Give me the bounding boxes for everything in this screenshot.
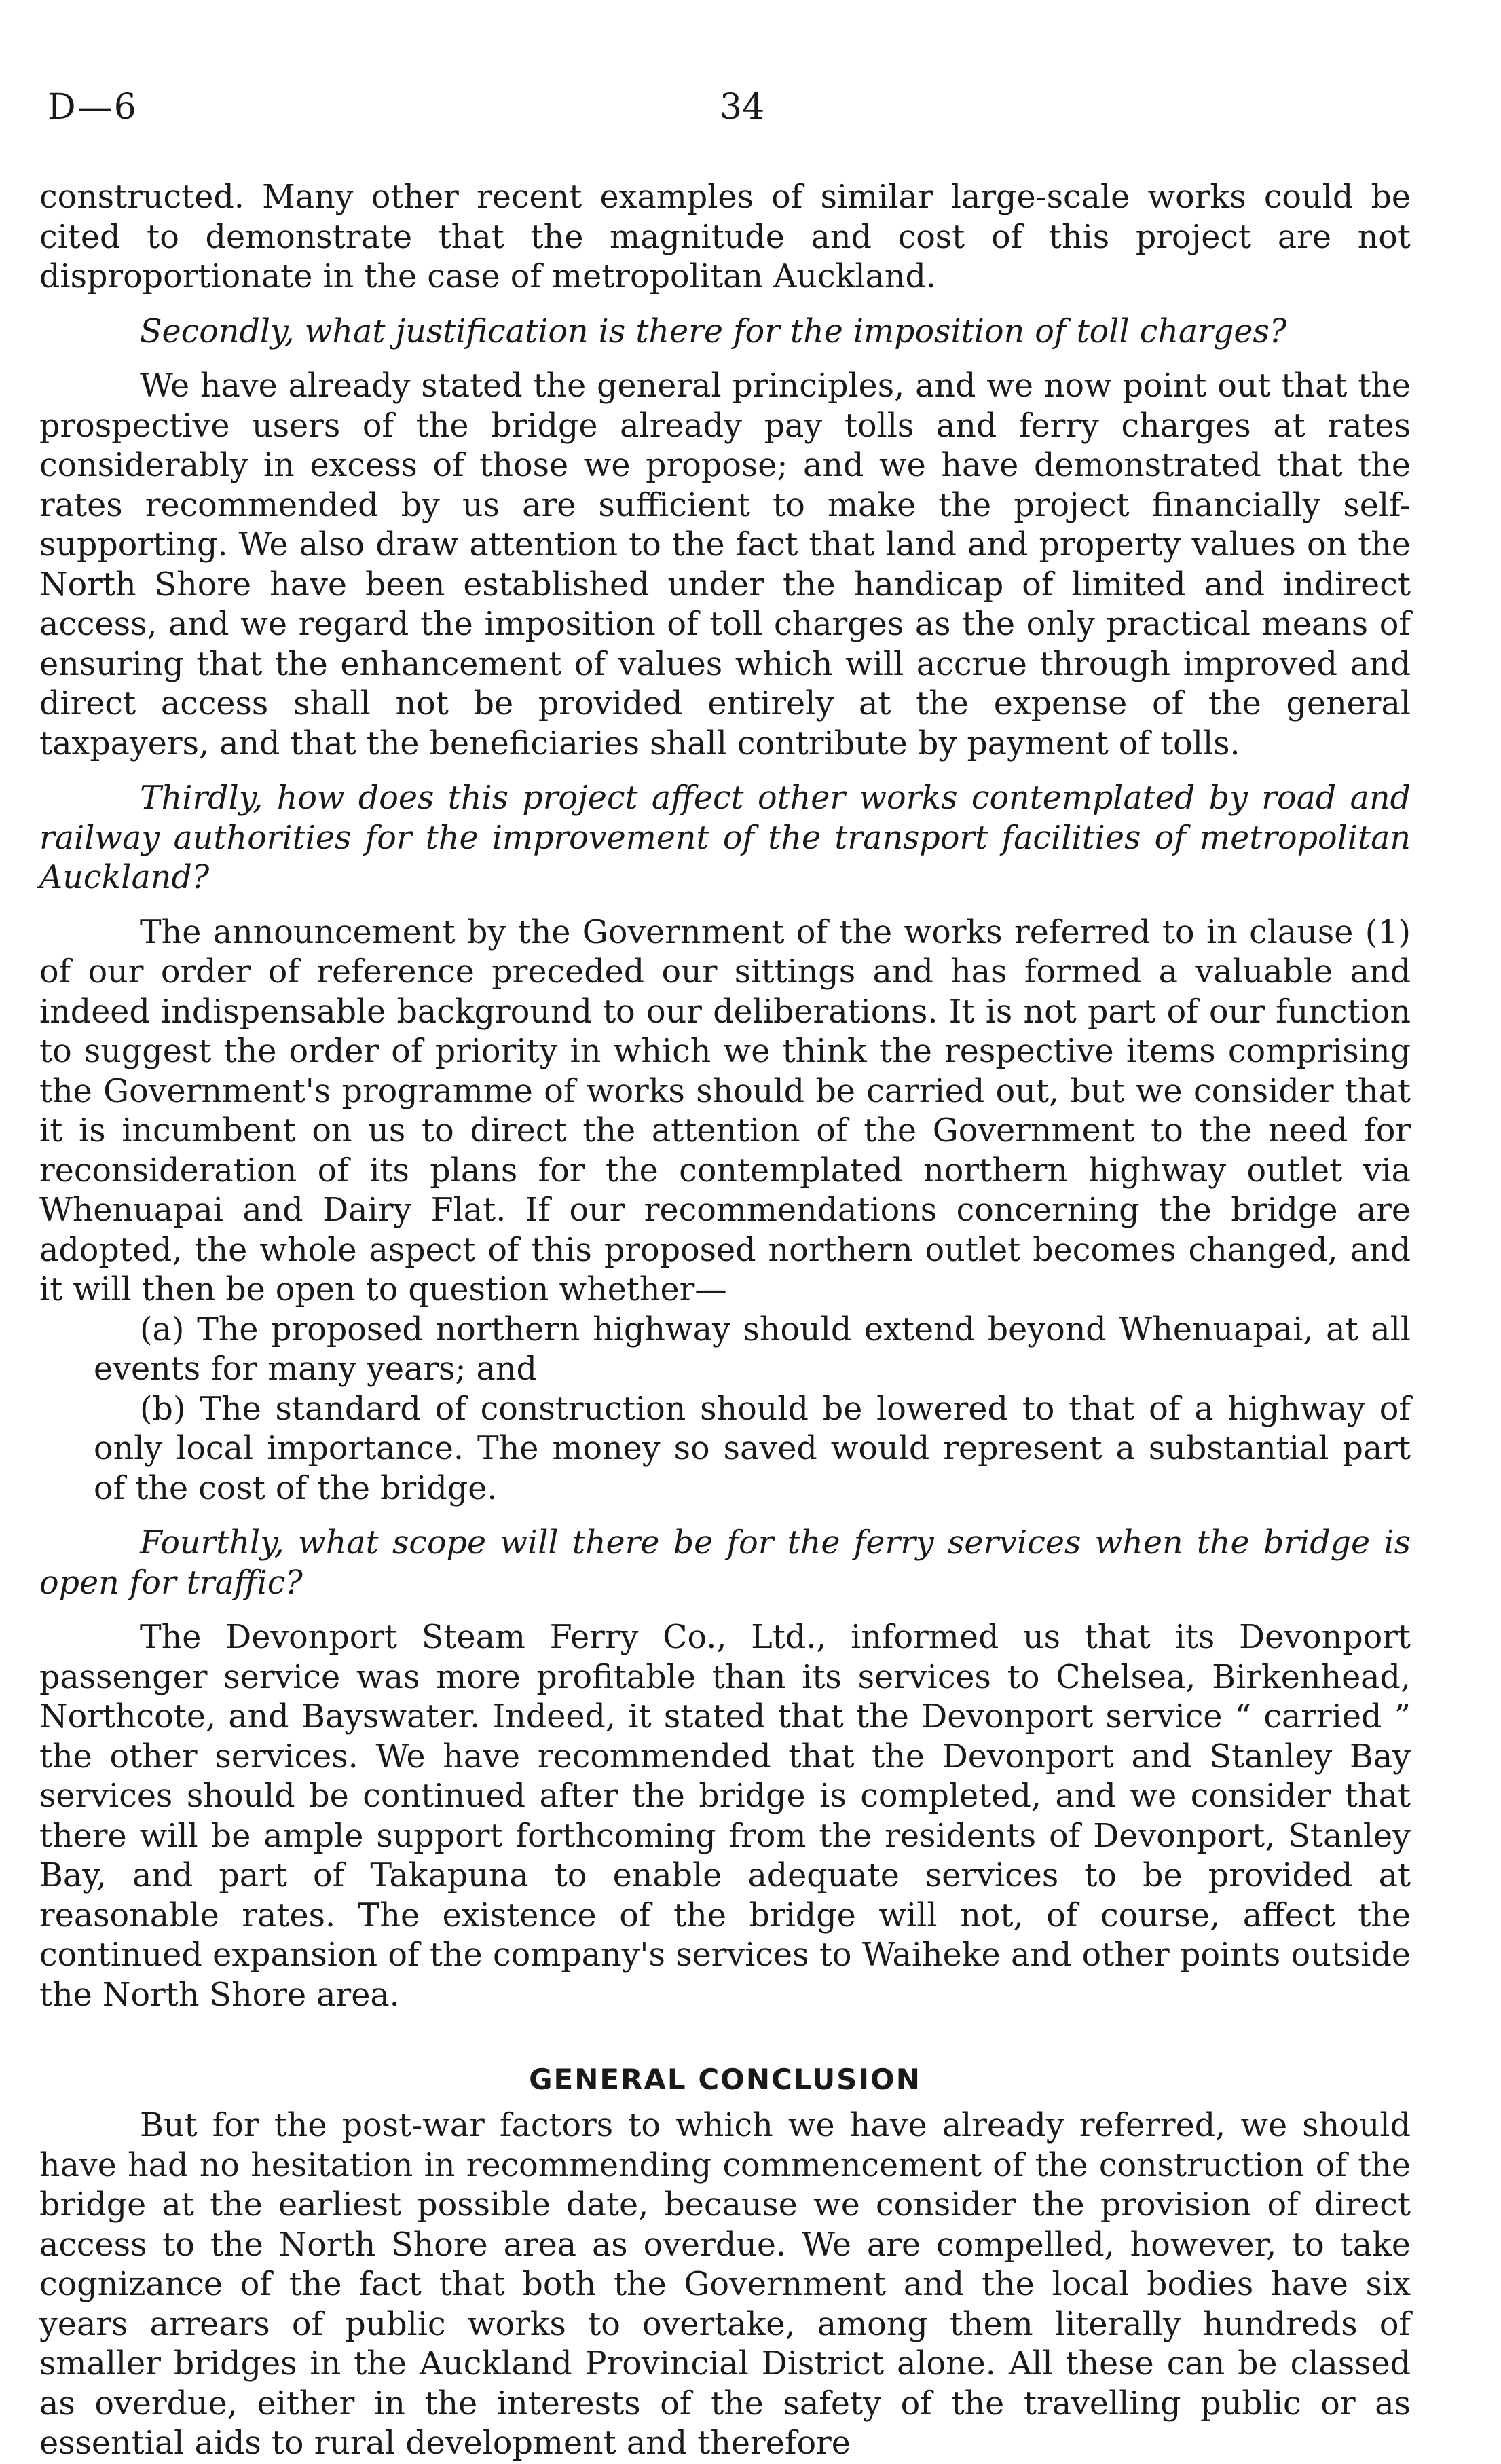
paragraph-general-conclusion: But for the post-war factors to which we have already referred, we should have had no hesitation in recommending commencement of the construction of the bridge at the earliest possible date, because we consider the provision of direct access to the North Shore area as overdue. We are compelled, however, to take cognizance of the fact that both the Government and the local bodies have six years arrears of public works to overtake, among them literally hundreds of smaller bridges in the Auckland Provincial District alone. All these can be classed as overdue, either in the interests of the safety of the travelling public or as essential aids to rural development and therefore: [39, 2107, 1411, 2462]
page-header: [0, 80, 1501, 134]
page-number: 34: [720, 87, 765, 128]
paragraph-ferry-services: The Devonport Steam Ferry Co., Ltd., informed us that its Devonport passenger service was more profitable than its services to Chelsea, Birkenhead, Northcote, and Bayswater. Indeed, it stated that the Devonport service “ carried ” the other services. We have recommended that the Devonport and Stanley Bay services should be continued after the bridge is completed, and we consider that there will be ample support forthcoming from the residents of Devonport, Stanley Bay, and part of Takapuna to enable adequate services to be provided at reasonable rates. The existence of the bridge will not, of course, affect the continued expansion of the company's services to Waiheke and other points outside the North Shore area.: [39, 1619, 1411, 2014]
paragraph-toll-charges: We have already stated the general principles, and we now point out that the prospective users of the bridge already pay tolls and ferry charges at rates considerably in excess of those we propose; and we have demonstrated that the rates recommended by us are sufficient to make the project financially self-supporting. We also draw attention to the fact that land and property values on the North Shore have been established under the handicap of limited and indirect access, and we regard the imposition of toll charges as the only practical means of ensuring that the enhancement of values which will accrue through improved and direct access shall not be provided entirely at the expense of the general taxpayers, and that the beneficiaries shall contribute by payment of tolls.: [39, 367, 1411, 762]
clause-b: (b) The standard of construction should be lowered to that of a highway of only local importance. The money so saved would represent a substantial part of the cost of the bridge.: [94, 1390, 1411, 1507]
clause-a: (a) The proposed northern highway should extend beyond Whenuapai, at all events for many years; and: [94, 1310, 1411, 1388]
paragraph-continued: constructed. Many other recent examples of similar large-scale works could be cited to demonstrate that the magnitude and cost of this project are not disproportionate in the case of metropolitan Auckland.: [39, 179, 1411, 295]
clause-list: [94, 1310, 1411, 1509]
document-reference: D—6: [48, 87, 138, 128]
question-thirdly: Thirdly, how does this project affect other works contemplated by road and railway authorities for the improvement of the transport facilities of metropolitan Auckland?: [39, 779, 1411, 896]
question-fourthly: Fourthly, what scope will there be for the ferry services when the bridge is open for traffic?: [39, 1524, 1411, 1602]
question-secondly: Secondly, what justification is there for the imposition of toll charges?: [140, 312, 1287, 350]
section-heading: GENERAL CONCLUSION: [529, 2063, 921, 2096]
body-text: [39, 178, 1411, 2464]
paragraph-government-works: The announcement by the Government of the works referred to in clause (1) of our order of reference preceded our sittings and has formed a valuable and indeed indispensable background to our deliberations. It is not part of our function to suggest the order of priority in which we think the respective items comprising the Government's programme of works should be carried out, but we consider that it is incumbent on us to direct the attention of the Government to the need for reconsideration of its plans for the contemplated northern highway outlet via Whenuapai and Dairy Flat. If our recommendations concerning the bridge are adopted, the whole aspect of this proposed northern outlet becomes changed, and it will then be open to question whether—: [39, 913, 1411, 1308]
